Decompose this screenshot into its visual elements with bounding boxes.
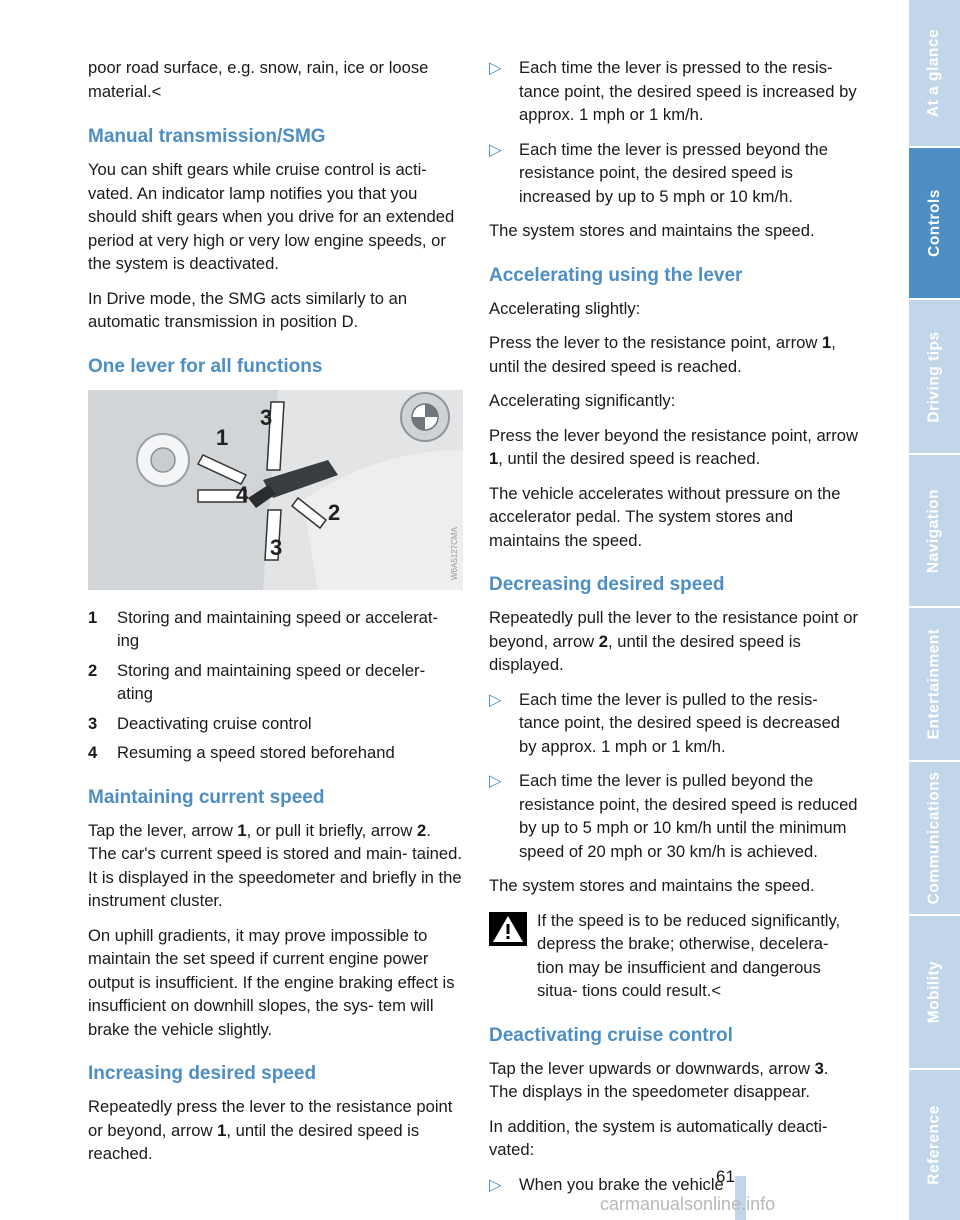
tab-navigation[interactable]: Navigation <box>909 455 960 608</box>
list-item: ▷ Each time the lever is pressed to the resis- tance point, the desired speed is increased by approx. 1 mph or 1 km/h. <box>489 58 857 124</box>
warning-text-continued: tion may be insufficient and dangerous situa- tions could result.< <box>537 957 821 1000</box>
list-item: ▷ When you brake the vehicle <box>489 1174 724 1194</box>
tab-communications[interactable]: Communications <box>909 762 960 916</box>
warning-note <box>489 909 859 1003</box>
tab-controls[interactable]: Controls <box>909 148 960 300</box>
accel-beyond-paragraph: Press the lever beyond the resistance point, arrow 1, until the desired speed is reached. <box>489 425 858 468</box>
tab-mobility[interactable]: Mobility <box>909 916 960 1070</box>
auto-deactivate-paragraph: In addition, the system is automatically deacti- vated: <box>489 1116 828 1159</box>
figure-label-3-bottom: 3 <box>270 534 283 560</box>
heading-increasing-speed: Increasing desired speed <box>88 1063 317 1084</box>
list-item: ▷ Each time the lever is pressed beyond the resistance point, the desired speed is increased by up to 5 mph or 10 km/h. <box>489 139 829 206</box>
tab-driving-tips[interactable]: Driving tips <box>909 300 960 455</box>
maintain-paragraph: Tap the lever, arrow 1, or pull it briefly, arrow 2. The car's current speed is stored and main- tained. It is displayed in the speedometer and briefly in the instrument cluster. <box>88 820 462 910</box>
tab-reference[interactable]: Reference <box>925 1105 943 1185</box>
legend-item: 4 Resuming a speed stored beforehand <box>88 743 395 762</box>
heading-deactivating: Deactivating cruise control <box>489 1024 733 1046</box>
right-column <box>489 56 859 1207</box>
lever-figure <box>88 390 463 590</box>
tab-at-a-glance[interactable]: At a glance <box>909 0 960 148</box>
legend-item: 2 Storing and maintaining speed or deceler- ating <box>88 660 426 703</box>
warning-icon <box>489 912 527 946</box>
decrease-paragraph: Repeatedly pull the lever to the resistance point or beyond, arrow 2, until the desired speed is displayed. <box>489 608 858 674</box>
accel-significantly: Accelerating significantly: <box>489 391 676 410</box>
accel-vehicle-paragraph: The vehicle accelerates without pressure on the accelerator pedal. The system stores and maintains the speed. <box>489 483 841 550</box>
list-item: ▷ Each time the lever is pulled to the resis- tance point, the desired speed is decreased by approx. 1 mph or 1 km/h. <box>489 689 841 756</box>
heading-decreasing-speed: Decreasing desired speed <box>489 574 725 595</box>
accel-press-paragraph: Press the lever to the resistance point, arrow 1, until the desired speed is reached. <box>489 333 836 376</box>
figure-label-2: 2 <box>328 499 341 525</box>
warning-text: If the speed is to be reduced significantly, depress the brake; otherwise, decelera- <box>537 910 841 953</box>
uphill-paragraph: On uphill gradients, it may prove impossible to maintain the set speed if current engine power output is insufficient. If the engine braking effect is insufficient on downhill slopes, the sys- tem will brake the vehicle slightly. <box>88 925 455 1039</box>
lever-illustration <box>88 390 463 590</box>
heading-manual-transmission: Manual transmission/SMG <box>88 126 326 147</box>
figure-label-3-top: 3 <box>260 404 273 430</box>
left-column <box>88 56 463 1177</box>
manual-paragraph-2: In Drive mode, the SMG acts similarly to an automatic transmission in position D. <box>88 288 408 331</box>
heading-accelerating: Accelerating using the lever <box>489 264 743 286</box>
page-number: 61 <box>716 1167 735 1186</box>
legend-item: 3 Deactivating cruise control <box>88 713 312 733</box>
chapter-sidebar <box>909 0 960 1220</box>
increase-paragraph: Repeatedly press the lever to the resistance point or beyond, arrow 1, until the desired speed is reached. <box>88 1097 453 1163</box>
figure-label-1: 1 <box>216 424 229 450</box>
deactivate-paragraph: Tap the lever upwards or downwards, arrow 3. The displays in the speedometer disappear. <box>489 1058 829 1101</box>
stores-paragraph-2: The system stores and maintains the speed. <box>489 876 815 895</box>
stores-paragraph-1: The system stores and maintains the speed. <box>489 221 815 240</box>
figure-legend <box>88 606 463 765</box>
list-item: ▷ Each time the lever is pulled beyond the resistance point, the desired speed is reduced by up to 5 mph or 10 km/h until the minimum speed of 20 mph or 30 km/h is achieved. <box>489 771 858 861</box>
legend-item: 1 Storing and maintaining speed or accelerat- ing <box>88 607 439 650</box>
figure-code: W6A5127CMA <box>450 526 459 580</box>
tab-entertainment[interactable]: Entertainment <box>909 608 960 762</box>
heading-maintaining-speed: Maintaining current speed <box>88 786 325 808</box>
manual-paragraph-1: You can shift gears while cruise control is acti- vated. An indicator lamp notifies you that you should shift gears when you drive for an extended period at very high or very low engine speeds, or the system is deactivated. <box>88 160 455 273</box>
figure-label-4: 4 <box>236 481 249 507</box>
watermark: carmanualsonline.info <box>600 1194 776 1214</box>
intro-paragraph: poor road surface, e.g. snow, rain, ice or loose material.< <box>88 58 429 101</box>
accel-slightly: Accelerating slightly: <box>489 298 641 318</box>
heading-one-lever: One lever for all functions <box>88 355 323 377</box>
